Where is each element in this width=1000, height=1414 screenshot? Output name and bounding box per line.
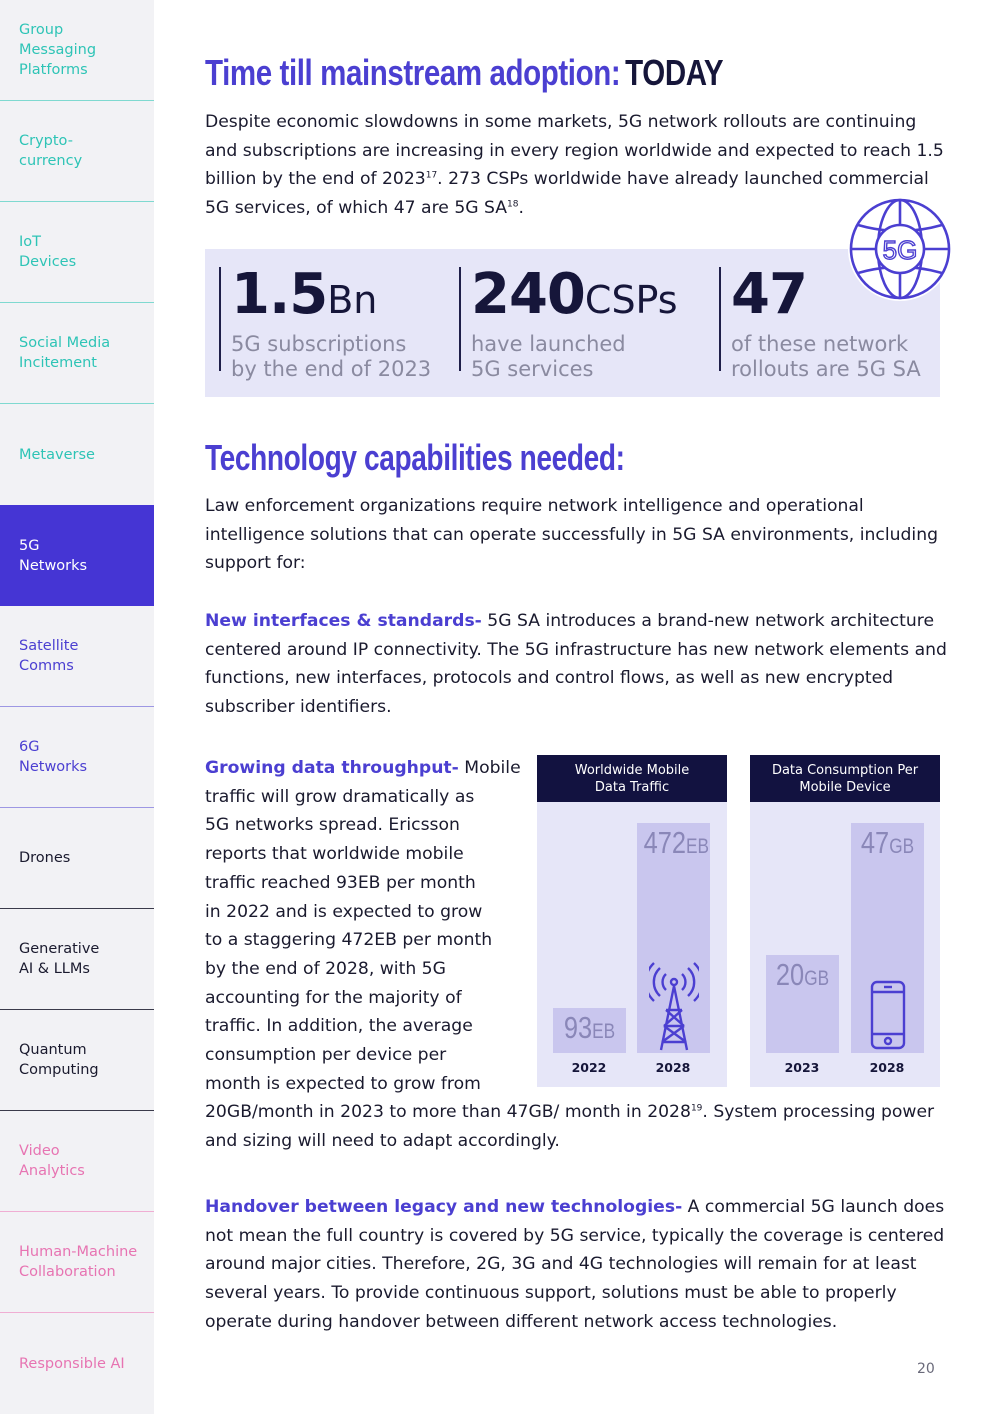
item-body: A commercial 5G launch does not mean the full country is covered by 5G service, typically the coverage is centered around major cities. Therefore, 2G, 3G and 4G technologies will remain for at least several years. To provide continuous support, solutions must be able to properly operate during handover between different network access technologies.: [205, 1197, 945, 1332]
chart-title: Data Consumption Per Mobile Device: [750, 755, 940, 802]
data-label: 93EB: [563, 1010, 616, 1045]
sidebar-item-iot-devices[interactable]: [0, 202, 154, 303]
sidebar-item-label: Metaverse: [19, 446, 95, 463]
item-heading: Handover between legacy and new technologies-: [205, 1197, 683, 1217]
sidebar-item-label: Responsible AI: [19, 1355, 125, 1372]
x-tick-label: 2022: [571, 1060, 607, 1075]
sidebar-item-group-messaging[interactable]: [0, 0, 154, 101]
sidebar-item-metaverse[interactable]: [0, 404, 154, 505]
stats-panel: [205, 249, 940, 397]
item-line: traffic will grow dramatically as: [205, 786, 475, 807]
x-tick-label: 2028: [655, 1060, 691, 1075]
sidebar-item-video-analytics[interactable]: [0, 1111, 154, 1212]
cell-tower-icon: [649, 960, 699, 1056]
intro-text-a: Despite economic slowdowns in some markets, 5G network rollouts are continuing and subscriptions are increasing in every region worldwide and expected to reach 1.5 billion by the end of 2023: [205, 112, 944, 190]
sidebar-item-label: Group Messaging Platforms: [19, 22, 97, 78]
stat-value: 47: [731, 262, 807, 327]
sidebar-item-label: Human-Machine Collaboration: [19, 1244, 138, 1280]
sidebar-item-responsible-ai[interactable]: [0, 1313, 154, 1414]
globe-label: 5G: [882, 235, 918, 265]
stat-caption: have launched 5G services: [471, 332, 626, 381]
item-line: 5G networks spread. Ericsson: [205, 815, 460, 836]
sidebar-item-label: 5G Networks: [19, 537, 88, 574]
footnote-ref[interactable]: 17: [425, 170, 438, 181]
sidebar-item-social-media[interactable]: [0, 303, 154, 404]
title-emphasis: TODAY: [625, 52, 724, 93]
item-line: consumption per device per: [205, 1045, 447, 1066]
intro-text-b: . 273 CSPs worldwide have already launched commercial 5G services, of which 47 are 5G SA: [205, 169, 929, 219]
5g-globe-icon: [848, 197, 952, 301]
sidebar-item-5g-networks[interactable]: [0, 505, 154, 606]
chart-device-consumption: [750, 755, 940, 1087]
sidebar-item-label: Video Analytics: [19, 1143, 85, 1179]
sidebar-item-6g-networks[interactable]: [0, 707, 154, 808]
data-label: 47GB: [860, 825, 915, 860]
intro-paragraph: [205, 108, 950, 223]
title-text: Time till mainstream adoption:: [205, 52, 621, 93]
item-line: traffic. In addition, the average: [205, 1016, 473, 1037]
item-text: 20GB/month in 2023 to more than 47GB/ month in 2028: [205, 1102, 691, 1122]
stat-caption: 5G subscriptions by the end of 2023: [231, 332, 432, 381]
sidebar-item-label: Satellite Comms: [19, 638, 79, 674]
item-line: in 2022 and is expected to grow: [205, 901, 483, 922]
capabilities-intro: Law enforcement organizations require network intelligence and operational intelligence solutions that can operate successfully in 5G SA environments, including support for:: [205, 496, 939, 574]
item-data-throughput: [205, 754, 535, 1098]
item-data-throughput-tail: [205, 1098, 950, 1155]
item-body: 5G SA introduces a brand-new network architecture centered around IP connectivity. The 5G infrastructure has new network elements and functions, new interfaces, protocols and control flows, as well as new encrypted subscriber identifiers.: [205, 611, 947, 718]
footnote-ref[interactable]: 18: [507, 199, 519, 210]
smartphone-icon: [870, 980, 906, 1054]
x-tick-label: 2028: [869, 1060, 905, 1075]
sidebar-item-satellite-comms[interactable]: [0, 606, 154, 707]
item-line: reports that worldwide mobile: [205, 844, 464, 865]
sidebar-item-generative-ai[interactable]: [0, 909, 154, 1010]
sidebar-nav: [0, 0, 154, 1414]
data-label: 472EB: [643, 825, 709, 860]
item-handover: [205, 1193, 950, 1337]
item-line: Mobile: [458, 758, 521, 778]
stat-value: 240CSPs: [471, 262, 678, 327]
item-heading: Growing data throughput-: [205, 758, 459, 778]
stat-csps: [459, 262, 678, 381]
stat-value: 1.5Bn: [231, 262, 378, 327]
chart-title: Worldwide Mobile Data Traffic: [537, 755, 727, 802]
x-tick-label: 2023: [784, 1060, 820, 1075]
item-text: . System processing power and sizing will need to adapt accordingly.: [205, 1102, 935, 1151]
sidebar-item-label: Quantum Computing: [19, 1042, 99, 1078]
chart-mobile-traffic: [537, 755, 727, 1087]
item-new-interfaces: [205, 607, 950, 722]
sidebar-item-label: Crypto- currency: [19, 133, 83, 169]
intro-text-c: .: [518, 198, 524, 219]
sidebar-item-label: 6G Networks: [19, 739, 88, 775]
item-heading: New interfaces & standards-: [205, 611, 482, 631]
data-label: 20GB: [775, 957, 830, 992]
sidebar-item-quantum-computing[interactable]: [0, 1010, 154, 1111]
section-heading: Technology capabilities needed:: [205, 437, 625, 478]
sidebar-item-label: Drones: [19, 850, 71, 866]
item-line: by the end of 2028, with 5G: [205, 958, 446, 979]
sidebar-item-cryptocurrency[interactable]: [0, 101, 154, 202]
sidebar-item-label: Social Media Incitement: [19, 335, 111, 371]
stat-subscriptions: [219, 262, 432, 381]
sidebar-item-label: Generative AI & LLMs: [19, 941, 100, 977]
item-line: to a staggering 472EB per month: [205, 930, 493, 951]
item-line: traffic reached 93EB per month: [205, 872, 476, 893]
sidebar-item-label: IoT Devices: [19, 234, 77, 270]
page-number: 20: [917, 1361, 935, 1377]
sidebar-item-human-machine[interactable]: [0, 1212, 154, 1313]
footnote-ref[interactable]: 19: [690, 1103, 703, 1114]
sidebar-item-drones[interactable]: [0, 808, 154, 909]
stat-caption: of these network rollouts are 5G SA: [731, 332, 921, 381]
item-line: month is expected to grow from: [205, 1073, 481, 1094]
page-title: [205, 52, 723, 94]
item-line: accounting for the majority of: [205, 987, 462, 1008]
